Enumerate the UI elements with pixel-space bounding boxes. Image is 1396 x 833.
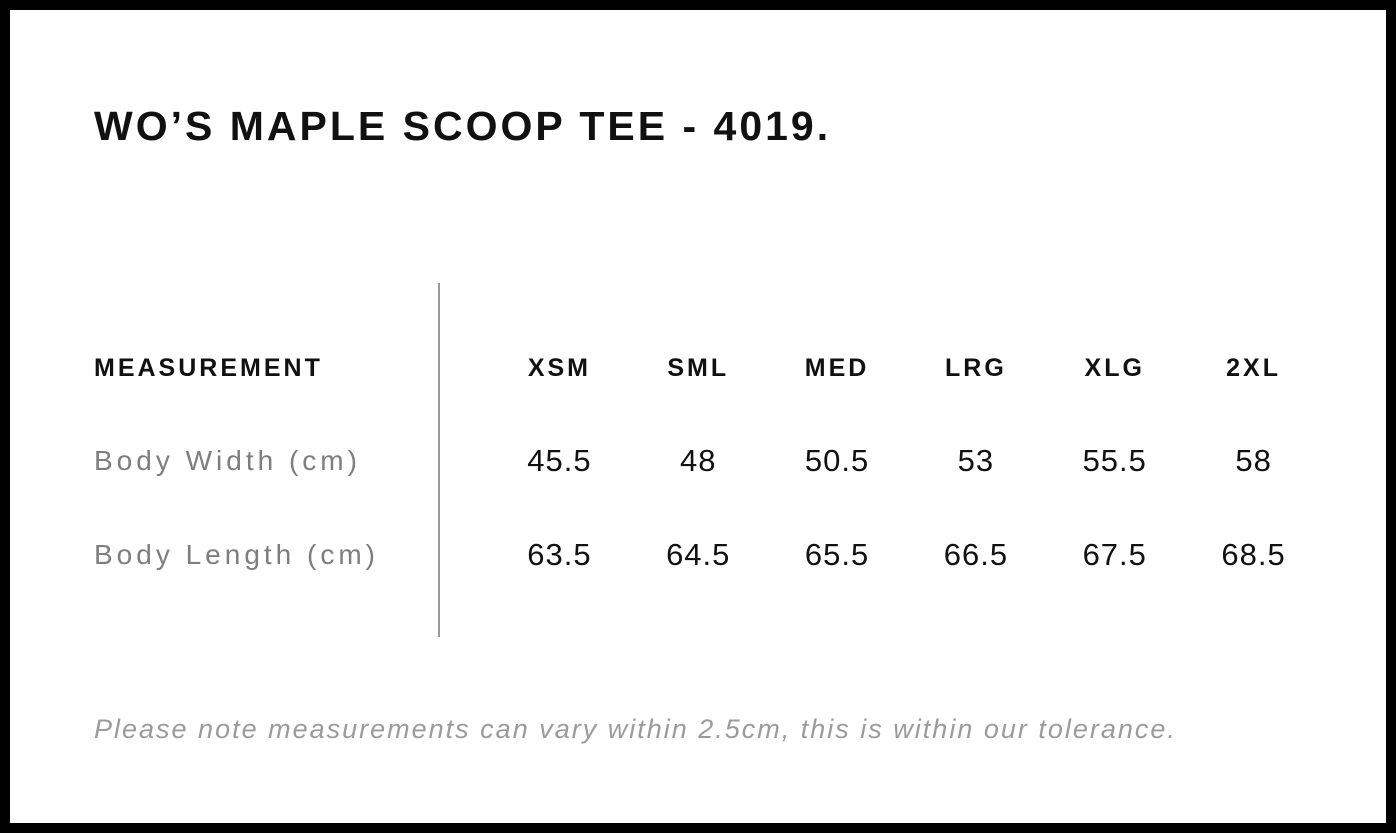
page-title: WO’S MAPLE SCOOP TEE - 4019. xyxy=(94,103,832,149)
size-column-header-lrg: LRG xyxy=(945,353,1007,382)
size-column-header-med: MED xyxy=(804,353,870,382)
body-length-value-lrg: 66.5 xyxy=(943,537,1009,572)
body-width-value-xsm: 45.5 xyxy=(527,443,592,478)
body-width-value-sml: 48 xyxy=(680,443,717,478)
table-header-row xyxy=(94,340,1323,396)
tolerance-note: Please note measurements can vary within 2.5cm, this is within our tolerance. xyxy=(94,714,1177,744)
body-width-value-med: 50.5 xyxy=(804,443,870,478)
body-length-value-2xl: 68.5 xyxy=(1221,537,1286,572)
size-column-header-sml: SML xyxy=(667,353,730,382)
body-width-value-xlg: 55.5 xyxy=(1082,443,1147,478)
size-column-header-xsm: XSM xyxy=(527,353,591,382)
row-label-body-width: Body Width (cm) xyxy=(94,445,361,476)
body-width-value-2xl: 58 xyxy=(1235,443,1272,478)
table-row-body-length xyxy=(94,508,1323,602)
body-length-value-sml: 64.5 xyxy=(666,537,731,572)
row-label-body-length: Body Length (cm) xyxy=(94,539,379,570)
body-width-value-lrg: 53 xyxy=(957,443,995,478)
size-column-header-xlg: XLG xyxy=(1084,353,1145,382)
body-length-value-med: 65.5 xyxy=(804,537,870,572)
table-row-body-width xyxy=(94,414,1323,508)
size-column-header-2xl: 2XL xyxy=(1226,353,1281,382)
body-length-value-xsm: 63.5 xyxy=(527,537,592,572)
body-length-value-xlg: 67.5 xyxy=(1082,537,1147,572)
measurement-column-header: MEASUREMENT xyxy=(94,353,323,382)
